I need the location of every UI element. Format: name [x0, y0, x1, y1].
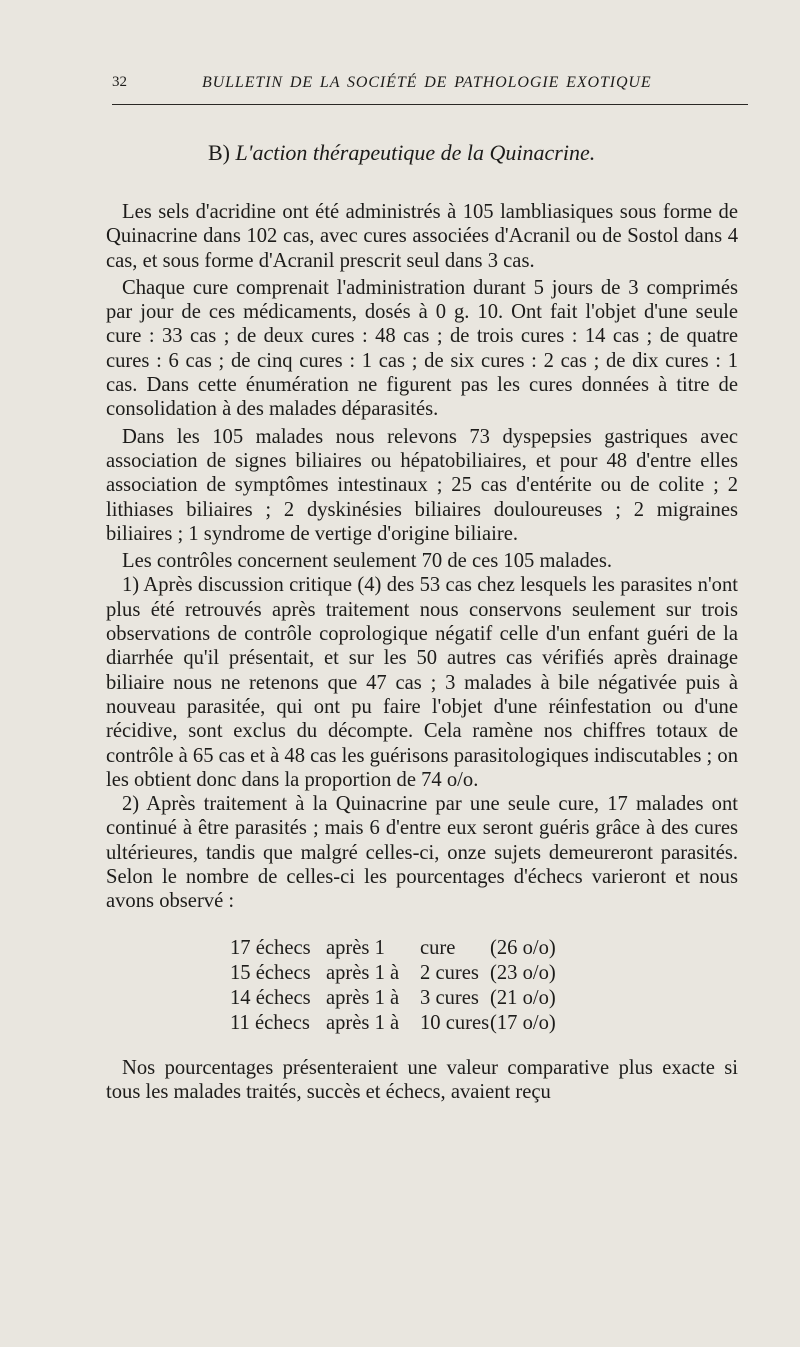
- section-heading: [208, 140, 595, 166]
- table-cell: 17 échecs: [230, 936, 311, 959]
- table-cell: après 1 à: [326, 961, 400, 984]
- table-cell: après 1 à: [326, 986, 400, 1009]
- paragraph: Nos pourcentages présenteraient une valeur comparative plus exacte si tous les malades traités, succès et échecs, avaient reçu: [106, 1056, 738, 1103]
- page-header: [112, 74, 752, 98]
- paragraph: Dans les 105 malades nous relevons 73 dyspepsies gastriques avec association de signes biliaires ou hépatobiliaires, et pour 48 d'entre elles association de symptômes intestinaux ; 25 cas d'entérite ou de colite ; 2 lithiases biliaires ; 2 dyskinésies biliaires douloureuses ; 2 migraines biliaires ; 1 syndrome de vertige d'origine biliaire.: [106, 425, 738, 545]
- table-cell: 3 cures: [420, 986, 479, 1009]
- table-cell: (23 o/o): [490, 961, 556, 984]
- table-row: [230, 961, 570, 986]
- paragraph: Les contrôles concernent seulement 70 de ces 105 malades.: [122, 550, 613, 573]
- table-cell: après 1 à: [326, 1011, 400, 1034]
- table-cell: (21 o/o): [490, 986, 556, 1009]
- table-cell: 2 cures: [420, 961, 479, 984]
- table-cell: 10 cures: [420, 1011, 490, 1034]
- table-cell: 14 échecs: [230, 986, 311, 1009]
- section-title: L'action thérapeutique de la Quinacrine.: [235, 140, 596, 165]
- paragraph: 1) Après discussion critique (4) des 53 cas chez lesquels les parasites n'ont plus été retrouvés après traitement nous conservons seulement sur trois observations de contrôle coprologique négatif celle d'un enfant guéri de la diarrhée qu'il présentait, et sur les 50 autres cas vérifiés après drainage biliaire nous ne retenons que 47 cas ; 3 malades à bile négativée puis à nouveau parasitée, qui ont pu faire l'objet d'une réinfestation ou d'une récidive, sont exclus du décompte. Cela ramène nos chiffres totaux de contrôle à 65 cas et à 48 cas les guérisons parasitologiques indiscutables ; on les obtient donc dans la proportion de 74 o/o.: [106, 574, 738, 791]
- paragraph: Chaque cure comprenait l'administration durant 5 jours de 3 comprimés par jour de ces médicaments, dosés à 0 g. 10. Ont fait l'objet d'une seule cure : 33 cas ; de deux cures : 48 cas ; de trois cures : 14 cas ; de quatre cures : 6 cas ; de cinq cures : 1 cas ; de six cures : 2 cas ; de dix cures : 1 cas. Dans cette énumération ne figurent pas les cures données à titre de consolidation à des malades déparasités.: [106, 276, 738, 421]
- table-cell: cure: [420, 936, 456, 959]
- page-number: 32: [112, 74, 127, 90]
- table-row: [230, 936, 570, 961]
- body-text: [106, 200, 738, 1104]
- section-prefix: B): [208, 140, 230, 165]
- table-cell: 11 échecs: [230, 1011, 310, 1034]
- table-cell: après 1: [326, 936, 385, 959]
- table-row: [230, 1011, 570, 1036]
- paragraph: 2) Après traitement à la Quinacrine par une seule cure, 17 malades ont continué à être parasités ; mais 6 d'entre eux seront guéris grâce à des cures ultérieures, tandis que malgré celles-ci, onze sujets demeureront parasités. Selon le nombre de celles-ci les pourcentages d'échecs varieront et nous avons observé :: [106, 793, 738, 913]
- table-cell: (17 o/o): [490, 1011, 556, 1034]
- header-rule: [112, 104, 748, 105]
- table-cell: (26 o/o): [490, 936, 556, 959]
- running-title: BULLETIN DE LA SOCIÉTÉ DE PATHOLOGIE EXOTIQUE: [202, 74, 652, 91]
- table-cell: 15 échecs: [230, 961, 311, 984]
- paragraph: Les sels d'acridine ont été administrés à 105 lambliasiques sous forme de Quinacrine dans 102 cas, avec cures associées d'Acranil ou de Sostol dans 4 cas, et sous forme d'Acranil prescrit seul dans 3 cas.: [106, 201, 738, 272]
- table-row: [230, 986, 570, 1011]
- failure-table: [230, 936, 570, 1036]
